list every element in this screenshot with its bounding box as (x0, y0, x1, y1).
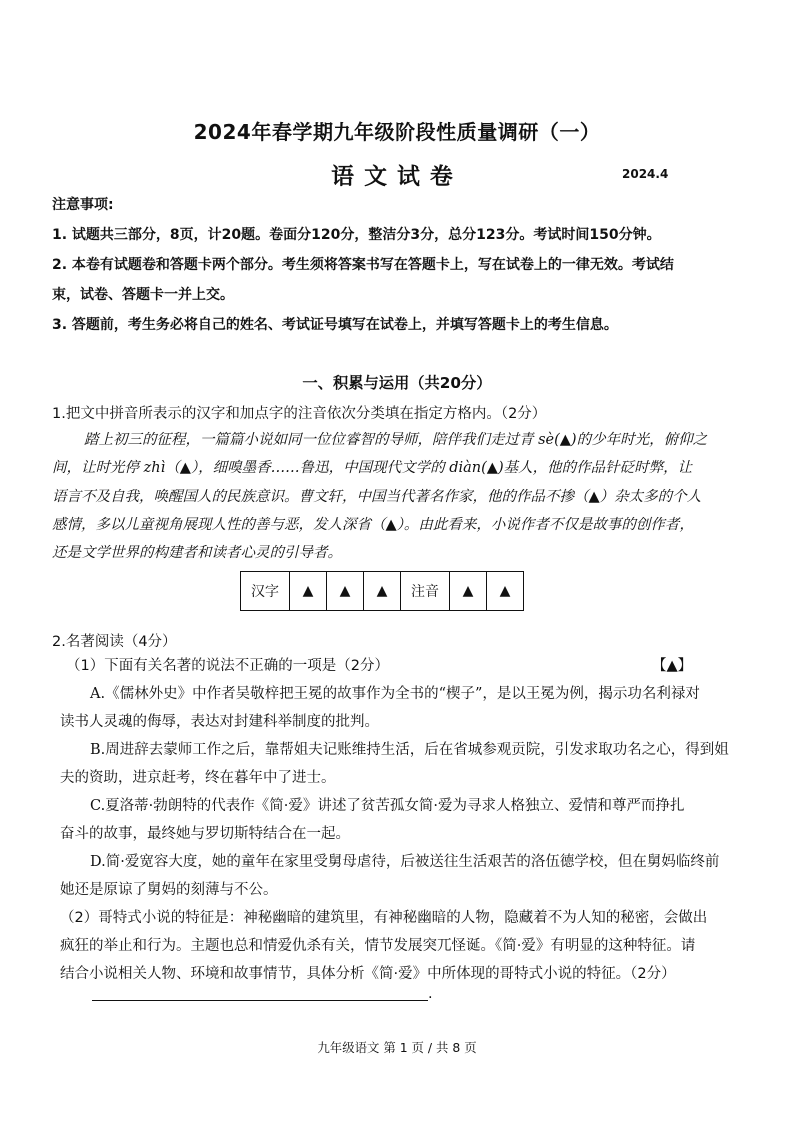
exam-date: 2024.4 (622, 167, 669, 181)
question-2-sub1: （1）下面有关名著的说法不正确的一项是（2分） (66, 658, 389, 674)
question-2-sub2: 结合小说相关人物、环境和故事情节，具体分析《简·爱》中所体现的哥特式小说的特征。（2分） (60, 966, 676, 982)
option-b-cont: 夫的资助，进京赶考，终在暮年中了进士。 (60, 770, 336, 786)
passage-line: 间，让时光停 zhì（▲），细嗅墨香……鲁迅，中国现代文学的 diàn(▲)基人，他的作品针砭时弊，让 (52, 460, 693, 476)
section-heading: 一、积累与运用（共20分） (302, 374, 492, 392)
passage-line: 感情，多以儿童视角展现人性的善与恶，发人深省（▲）。由此看来，小说作者不仅是故事的创作者， (52, 517, 694, 533)
question-2-stem: 2.名著阅读（4分） (52, 634, 177, 650)
answer-cell[interactable]: ▲ (327, 572, 364, 611)
option-a-cont: 读书人灵魂的侮辱，表达对封建科举制度的批判。 (60, 714, 379, 730)
passage-line: 踏上初三的征程，一篇篇小说如同一位位睿智的导师，陪伴我们走过青 sè(▲)的少年时光，俯仰之 (84, 432, 708, 448)
answer-cell[interactable]: ▲ (487, 572, 524, 611)
question-2-sub2: 疯狂的举止和行为。主题也总和情爱仇杀有关，情节发展突兀怪诞。《简·爱》有明显的这种特征。请 (60, 938, 696, 954)
exam-subtitle: 语文试卷 (331, 164, 463, 190)
blank-period: . (428, 986, 433, 1002)
question-1-stem: 1.把文中拼音所表示的汉字和加点字的注音依次分类填在指定方格内。（2分） (52, 406, 547, 422)
notice-item: 1. 试题共三部分，8页，计20题。卷面分120分，整洁分3分，总分123分。考试时间150分钟。 (52, 227, 661, 243)
option-b: B.周进辞去蒙师工作之后，靠帮姐夫记账维持生活，后在省城参观贡院，引发求取功名之心，得到姐 (90, 742, 729, 758)
notice-heading: 注意事项: (52, 197, 114, 213)
answer-blank-line[interactable] (92, 1000, 428, 1001)
answer-cell[interactable]: ▲ (450, 572, 487, 611)
option-c: C.夏洛蒂·勃朗特的代表作《简·爱》讲述了贫苦孤女简·爱为寻求人格独立、爱情和尊严而挣扎 (90, 798, 685, 814)
notice-item: 束，试卷、答题卡一并上交。 (52, 287, 234, 303)
option-a: A.《儒林外史》中作者吴敬梓把王冕的故事作为全书的“楔子”，是以王冕为例，揭示功名利禄对 (90, 686, 700, 702)
page-footer: 九年级语文 第 1 页 / 共 8 页 (317, 1040, 477, 1055)
answer-cell[interactable]: ▲ (290, 572, 327, 611)
question-2-sub2: （2）哥特式小说的特征是：神秘幽暗的建筑里，有神秘幽暗的人物，隐藏着不为人知的秘密，会做出 (60, 910, 708, 926)
notice-item: 2. 本卷有试题卷和答题卡两个部分。考生须将答案书写在答题卡上，写在试卷上的一律无效。考试结 (52, 257, 674, 273)
answer-bracket[interactable]: 【▲】 (652, 658, 693, 674)
answer-table-label-hanzi: 汉字 (241, 572, 290, 611)
answer-table-label-pinyin: 注音 (401, 572, 450, 611)
answer-table (240, 571, 524, 611)
exam-title: 2024年春学期九年级阶段性质量调研（一） (193, 120, 601, 144)
option-d: D.简·爱宽容大度，她的童年在家里受舅母虐待，后被送往生活艰苦的洛伍德学校，但在舅妈临终前 (90, 854, 720, 870)
passage-line: 语言不及自我，唤醒国人的民族意识。曹文轩，中国当代著名作家，他的作品不掺（▲）杂太多的个人 (52, 489, 702, 505)
answer-cell[interactable]: ▲ (364, 572, 401, 611)
passage-line: 还是文学世界的构建者和读者心灵的引导者。 (52, 545, 342, 561)
option-c-cont: 奋斗的故事，最终她与罗切斯特结合在一起。 (60, 826, 350, 842)
notice-item: 3. 答题前，考生务必将自己的姓名、考试证号填写在试卷上，并填写答题卡上的考生信息。 (52, 317, 618, 333)
option-d-cont: 她还是原谅了舅妈的刻薄与不公。 (60, 882, 278, 898)
